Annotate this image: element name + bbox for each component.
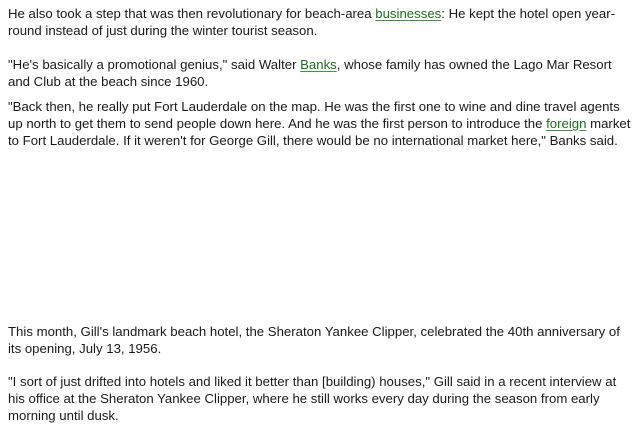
paragraph-5: "I sort of just drifted into hotels and liked it better than [building) houses," Gill said in a recent interview at his office at the Sheraton Yankee Clipper, where he still works every day during the season from early morning until dusk.: [8, 374, 617, 423]
keyword-link-foreign[interactable]: foreign: [546, 116, 587, 131]
paragraph-2-text-after: , whose family has owned the Lago Mar Resort and Club at the beach since 1960.: [8, 57, 612, 89]
paragraph-3-text-before: "Back then, he really put Fort Lauderdale on the map. He was the first one to wine and dine travel agents up north to get them to send people down here. And he was the first person to introduce the: [8, 99, 620, 131]
paragraph-1: [8, 5, 634, 39]
paragraph-1-text-before: He also took a step that was then revolutionary for beach-area: [8, 6, 376, 21]
paragraph-3: [8, 98, 634, 149]
keyword-link-businesses[interactable]: businesses: [375, 6, 442, 21]
paragraph-2: [8, 56, 634, 90]
paragraph-3-text-after: market to Fort Lauderdale. If it weren't for George Gill, there would be no international market here," Banks said.: [8, 116, 631, 148]
paragraph-4: This month, Gill's landmark beach hotel, the Sheraton Yankee Clipper, celebrated the 40th anniversary of its opening, July 13, 1956.: [8, 324, 620, 356]
keyword-link-banks[interactable]: Banks: [300, 57, 337, 72]
paragraph-2-text-before: "He's basically a promotional genius," said Walter: [8, 57, 301, 72]
paragraph-1-text-after: : He kept the hotel open year-round instead of just during the winter tourist season.: [8, 6, 615, 38]
